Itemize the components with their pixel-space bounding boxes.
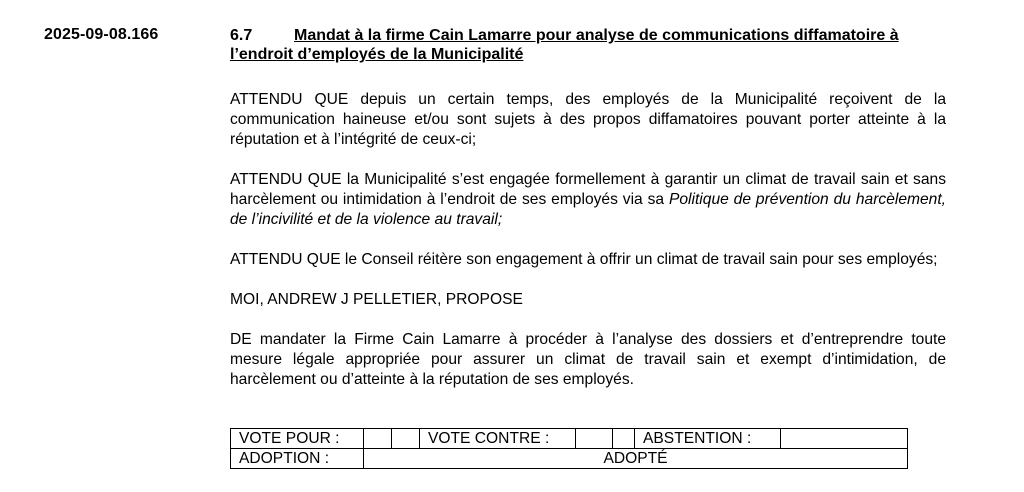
vote-pour-label: VOTE POUR : bbox=[231, 429, 364, 449]
vote-table bbox=[230, 428, 908, 469]
vote-row bbox=[231, 429, 908, 449]
vote-contre-cell bbox=[576, 429, 613, 449]
vote-contre-label: VOTE CONTRE : bbox=[420, 429, 576, 449]
whereas-paragraph-3: ATTENDU QUE le Conseil réitère son engagement à offrir un climat de travail sain pour ses employés; bbox=[230, 251, 938, 268]
resolution-number: 2025-09-08.166 bbox=[44, 26, 159, 43]
whereas-paragraph-2 bbox=[230, 170, 946, 230]
resolution-body bbox=[230, 90, 946, 410]
adoption-label: ADOPTION : bbox=[231, 449, 364, 469]
vote-contre-cell bbox=[613, 429, 635, 449]
whereas-paragraph-2-text: ATTENDU QUE la Municipalité s’est engagée formellement à garantir un climat de travail sain et sans harcèlement ou intimidation à l’endroit de ses employés via sa bbox=[230, 171, 946, 208]
vote-pour-cell bbox=[364, 429, 392, 449]
section-heading bbox=[230, 26, 950, 64]
resolution-clause: DE mandater la Firme Cain Lamarre à procéder à l’analyse des dossiers et d’entreprendre toute mesure légale appropriée pour assurer un climat de travail sain et exempt d’intimidation, de harcèlement ou d’atteinte à la réputation de ses employés. bbox=[230, 331, 946, 388]
whereas-paragraph-1: ATTENDU QUE depuis un certain temps, des employés de la Municipalité reçoivent de la communication haineuse et/ou sont sujets à des propos diffamatoires pouvant porter atteinte à la réputation et à l’intégrité de ceux-ci; bbox=[230, 91, 946, 148]
vote-pour-cell bbox=[392, 429, 420, 449]
item-number: 6.7 bbox=[230, 27, 253, 44]
abstention-label: ABSTENTION : bbox=[635, 429, 781, 449]
mover-line: MOI, ANDREW J PELLETIER, PROPOSE bbox=[230, 291, 523, 308]
policy-title: Politique de prévention du harcèlement, de l’incivilité et de la violence au travail; bbox=[230, 191, 946, 228]
abstention-cell bbox=[781, 429, 908, 449]
adoption-value: ADOPTÉ bbox=[364, 449, 908, 469]
item-title: Mandat à la firme Cain Lamarre pour analyse de communications diffamatoire à l’endroit d’employés de la Municipalité bbox=[230, 27, 899, 63]
adoption-row bbox=[231, 449, 908, 469]
